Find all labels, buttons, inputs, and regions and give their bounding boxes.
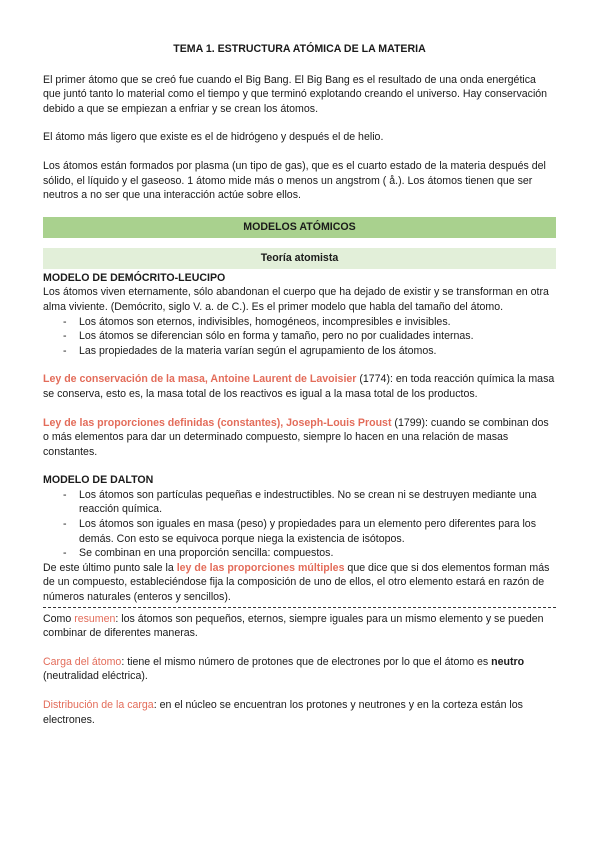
heading-democrito: MODELO DE DEMÓCRITO-LEUCIPO [43, 271, 226, 284]
resumen-highlight: resumen [74, 612, 116, 625]
document-page [43, 42, 556, 727]
list-item: - Los átomos son partículas pequeñas e indestructibles. No se crean ni se destruyen mediante una reacción química. [43, 488, 556, 517]
resumen-before: Como [43, 612, 75, 625]
list-item: - Las propiedades de la materia varían según el agrupamiento de los átomos. [43, 344, 556, 359]
dalton-closing-after: que dice que si dos elementos forman más de un compuesto, estableciéndose fija la composición de uno de ellos, el otro elemento estará en razón de números naturales (enteros y sencillos). [43, 561, 550, 604]
list-item: - Los átomos son eternos, indivisibles, homogéneos, incompresibles e invisibles. [43, 315, 556, 330]
carga-paragraph [43, 655, 556, 684]
proust-law [43, 416, 556, 460]
list-item: - Los átomos son iguales en masa (peso) y propiedades para un elemento pero diferentes para los demás. Con esto se equivoca porque niega la existencia de isótopos. [43, 517, 556, 546]
list-item: - Los átomos se diferencian sólo en forma y tamaño, pero no por cualidades internas. [43, 329, 556, 344]
dalton-closing [43, 561, 556, 605]
resumen-after: : los átomos son pequeños, eternos, siempre iguales para un mismo elemento y se pueden combinar de diferentes maneras. [43, 612, 544, 640]
lavoisier-text: (1774): en toda reacción química la masa se conserva, esto es, la masa total de los reactivos es igual a la masa total de los productos. [43, 373, 555, 400]
heading-dalton: MODELO DE DALTON [43, 474, 154, 487]
carga-before: : tiene el mismo número de protones que de electrones por lo que el átomo es [121, 655, 492, 668]
section-band-modelos-atomicos: MODELOS ATÓMICOS [43, 217, 556, 238]
dalton-list [43, 488, 556, 561]
carga-highlight: Carga del átomo [43, 655, 122, 668]
distribucion-highlight: Distribución de la carga [43, 699, 154, 711]
list-item: - Se combinan en una proporción sencilla: compuestos. [43, 546, 556, 561]
multiple-proportions-highlight: ley de las proporciones múltiples [176, 561, 345, 574]
dashed-divider [43, 607, 556, 608]
intro-paragraph-1: El primer átomo que se creó fue cuando el Big Bang. El Big Bang es el resultado de una onda energética que juntó tanto lo material como el tiempo y que terminó explotando creando el universo. Hay conservación debido a que se empiezan a enfriar y se crean los átomos. [43, 73, 548, 115]
democrito-text: Los átomos viven eternamente, sólo abandonan el cuerpo que ha dejado de existir y se transforman en otra alma viviente. (Demócrito, siglo V. a. de C.). Es el primer modelo que habla del tamaño del átomo. [43, 286, 549, 313]
distribucion-after: : en el núcleo se encuentran los protones y neutrones y en la corteza están los electrones. [43, 699, 523, 726]
carga-after: (neutralidad eléctrica). [43, 670, 148, 683]
proust-text: (1799): cuando se combinan dos o más elementos para dar un determinado compuesto, siempre lo hacen en una relación de masas constantes. [43, 416, 549, 458]
dalton-closing-before: De este último punto sale la [43, 561, 177, 574]
distribucion-paragraph [43, 698, 556, 727]
lavoisier-highlight: Ley de conservación de la masa, Antoine Laurent de Lavoisier [43, 373, 357, 386]
intro-paragraph-3: Los átomos están formados por plasma (un tipo de gas), que es el cuarto estado de la materia después del sólido, el líquido y el gaseoso. 1 átomo mide más o menos un angstrom ( å.). Los átomos tienen que ser neutros a no ser que una interacción actúe sobre ellos. [43, 159, 546, 202]
subsection-band-teoria-atomista: Teoría atomista [43, 248, 556, 269]
proust-highlight: Ley de las proporciones definidas (constantes), Joseph-Louis Proust [43, 416, 392, 429]
intro-paragraph-2: El átomo más ligero que existe es el de hidrógeno y después el de helio. [43, 131, 384, 144]
neutro-bold: neutro [491, 655, 525, 668]
resumen-paragraph [43, 612, 556, 641]
page-title: TEMA 1. ESTRUCTURA ATÓMICA DE LA MATERIA [173, 43, 426, 55]
democrito-list [43, 315, 556, 359]
lavoisier-law [43, 372, 556, 401]
